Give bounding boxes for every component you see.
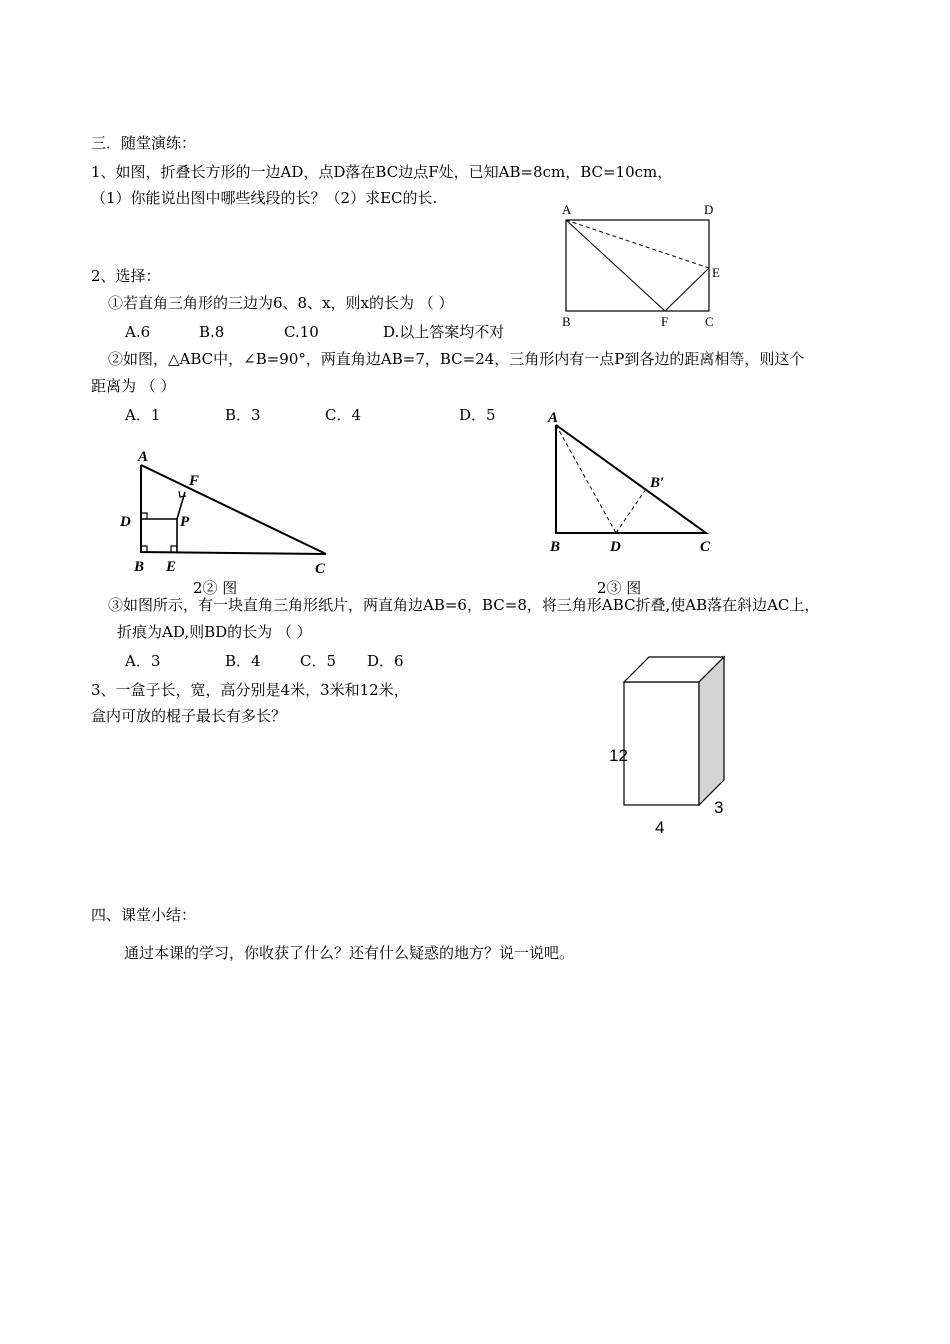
segment-fe bbox=[665, 268, 709, 311]
q2-sub3-option-c: C．5 bbox=[300, 652, 337, 670]
section3-heading: 三．随堂演练： bbox=[91, 134, 197, 152]
q2-sub2-option-b: B．3 bbox=[225, 406, 261, 424]
label-b: B bbox=[550, 539, 561, 555]
label-depth: 3 bbox=[714, 798, 724, 817]
label-a: A bbox=[548, 410, 559, 426]
label-c: C bbox=[315, 561, 326, 577]
label-b-prime: B′ bbox=[650, 475, 665, 491]
q2-sub2-line2: 距离为 （ ） bbox=[91, 377, 176, 395]
label-height: 12 bbox=[609, 746, 628, 765]
label-e: E bbox=[712, 265, 720, 280]
q2-sub2-option-c: C．4 bbox=[325, 406, 362, 424]
label-e: E bbox=[166, 559, 177, 575]
q2-sub3-option-d: D．6 bbox=[367, 652, 404, 670]
fig3-caption: 2③ 图 bbox=[597, 579, 642, 597]
q2-sub1-option-d: D.以上答案均不对 bbox=[383, 323, 505, 341]
q2-sub2-option-d: D．5 bbox=[459, 406, 496, 424]
rectangle-abcd bbox=[566, 220, 709, 311]
segment-db-prime bbox=[616, 489, 646, 533]
q2-sub1-option-b: B.8 bbox=[199, 323, 225, 341]
label-p: P bbox=[180, 514, 190, 530]
label-f: F bbox=[661, 314, 669, 329]
q2-sub3-option-a: A．3 bbox=[125, 652, 161, 670]
label-f: F bbox=[189, 473, 200, 489]
q2-sub2-option-a: A．1 bbox=[125, 406, 161, 424]
segment-af bbox=[566, 220, 665, 311]
box-figure bbox=[600, 650, 740, 840]
label-width: 4 bbox=[655, 818, 665, 837]
q2-sub1-option-a: A.6 bbox=[125, 323, 151, 341]
label-b: B bbox=[134, 559, 145, 575]
triangle-abc bbox=[556, 425, 706, 533]
fold-line-ad bbox=[556, 425, 616, 533]
q3-line1: 3、一盒子长，宽，高分别是4米，3米和12米， bbox=[91, 681, 409, 699]
q2-heading: 2、选择： bbox=[91, 267, 161, 285]
triangle-fold-figure bbox=[540, 405, 730, 555]
section4-text: 通过本课的学习，你收获了什么？还有什么疑惑的地方？说一说吧。 bbox=[124, 944, 575, 962]
q1-line2: （1）你能说出图中哪些线段的长？（2）求EC的长. bbox=[91, 189, 438, 207]
box-front-face bbox=[624, 682, 699, 805]
q3-line2: 盒内可放的棍子最长有多长？ bbox=[91, 707, 287, 725]
segment-ae-dashed bbox=[566, 220, 709, 268]
label-c: C bbox=[705, 314, 714, 329]
triangle-abc bbox=[141, 465, 326, 554]
label-d: D bbox=[704, 202, 714, 217]
q2-sub1-text: ①若直角三角形的三边为6、8、x，则x的长为 （ ） bbox=[108, 294, 454, 312]
q2-sub3-option-b: B．4 bbox=[225, 652, 261, 670]
label-a: A bbox=[562, 202, 572, 217]
q2-sub2-line1: ②如图，△ABC中，∠B=90°，两直角边AB=7，BC=24，三角形内有一点P到各边的距离相等，则这个 bbox=[108, 350, 805, 368]
label-b: B bbox=[562, 314, 571, 329]
label-c: C bbox=[700, 539, 711, 555]
label-a: A bbox=[138, 449, 149, 465]
q1-line1: 1、如图，折叠长方形的一边AD，点D落在BC边点F处，已知AB=8cm，BC=10cm， bbox=[91, 163, 673, 181]
fig2-caption: 2② 图 bbox=[193, 579, 238, 597]
right-angle-e bbox=[171, 546, 177, 552]
q2-sub3-line1: ③如图所示，有一块直角三角形纸片，两直角边AB=6，BC=8，将三角形ABC折叠,使AB落在斜边AC上， bbox=[108, 596, 820, 614]
label-d: D bbox=[120, 514, 131, 530]
box-side-face bbox=[699, 657, 724, 805]
label-d: D bbox=[610, 539, 621, 555]
triangle-incenter-figure bbox=[115, 445, 345, 580]
rectangle-fold-figure bbox=[555, 200, 735, 335]
q2-sub1-option-c: C.10 bbox=[284, 323, 319, 341]
q2-sub3-line2: 折痕为AD,则BD的长为 （ ） bbox=[117, 623, 312, 641]
section4-heading: 四、课堂小结： bbox=[91, 906, 197, 924]
